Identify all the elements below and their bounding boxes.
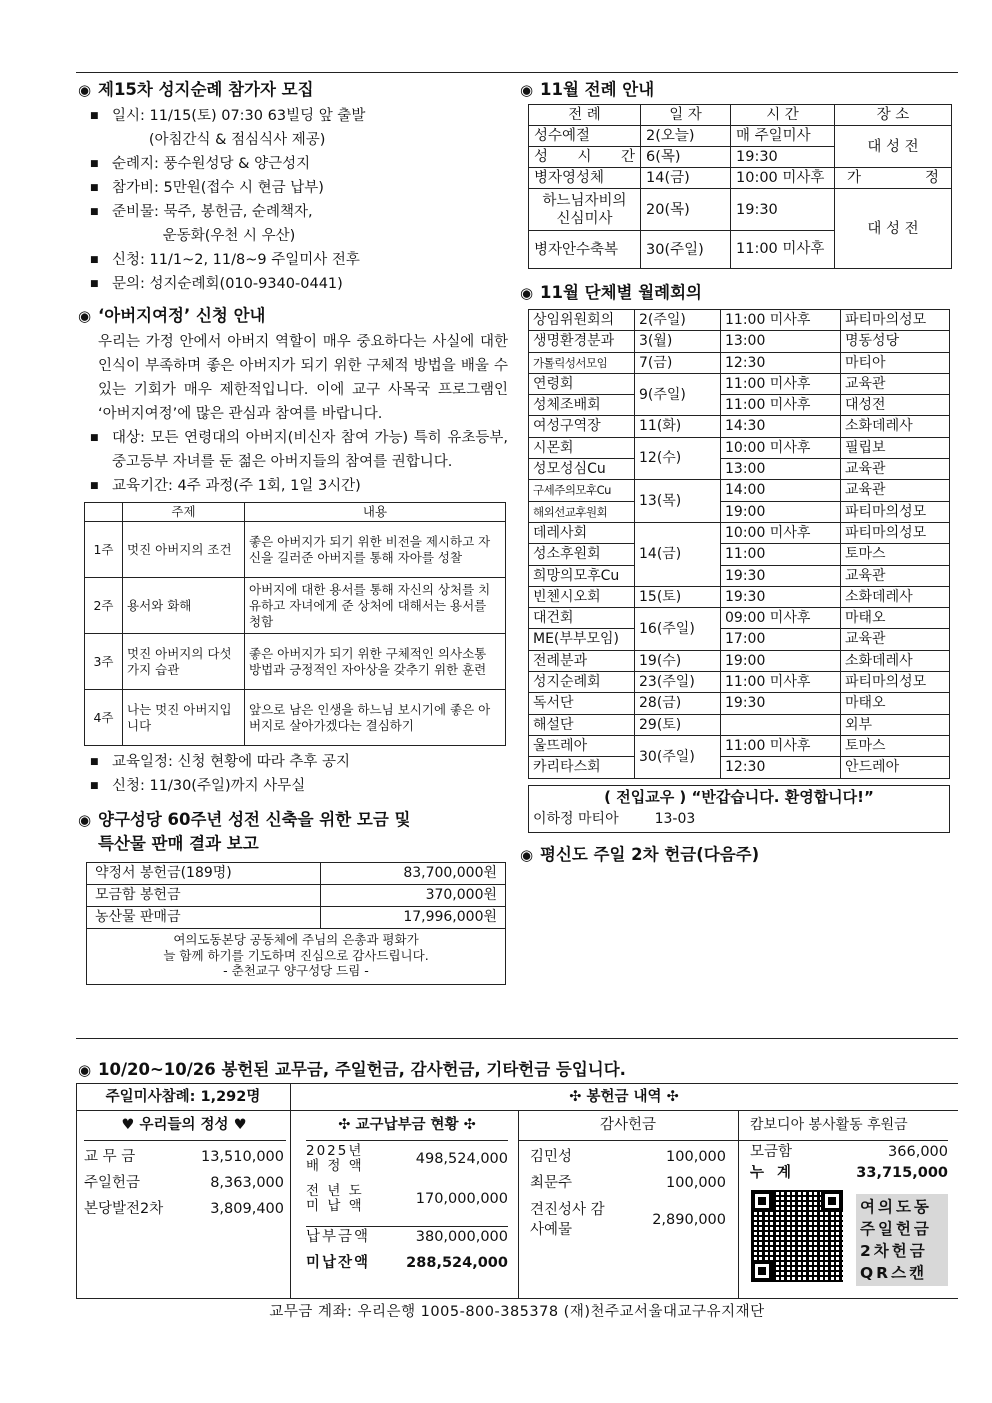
top-rule bbox=[76, 72, 958, 73]
meeting-place: 토마스 bbox=[841, 544, 950, 565]
square-bullet-icon: ■ bbox=[90, 481, 99, 491]
meeting-place: 대성전 bbox=[841, 395, 950, 416]
list-item: ■ 문의: 성지순례회(010-9340-0441) bbox=[78, 272, 508, 296]
our-offerings bbox=[84, 1114, 284, 1222]
circle-bullet-icon: ◉ bbox=[78, 811, 92, 829]
list-item: 김민성 100,000 bbox=[530, 1149, 726, 1165]
meeting-group: 빈첸시오회 bbox=[529, 586, 635, 607]
table-row bbox=[87, 929, 506, 985]
meeting-group: 카리타스회 bbox=[529, 757, 635, 778]
meeting-time: 19:00 bbox=[721, 650, 841, 671]
meeting-time: 14:30 bbox=[721, 416, 841, 437]
meeting-group: 희망의모후Cu bbox=[529, 565, 635, 586]
list-item: ■ 준비물: 묵주, 봉헌금, 순례책자, bbox=[78, 200, 508, 224]
qr-caption: 여의도동 주일헌금 2차헌금 QR스캔 bbox=[856, 1194, 948, 1286]
meeting-place: 교육관 bbox=[841, 373, 950, 394]
meeting-date: 28(금) bbox=[635, 693, 721, 714]
meeting-time: 19:30 bbox=[721, 586, 841, 607]
circle-bullet-icon: ◉ bbox=[520, 845, 534, 864]
list-item: 주일헌금 8,363,000 bbox=[84, 1175, 284, 1191]
meeting-date: 11(화) bbox=[635, 416, 721, 437]
meeting-group: ME(부부모임) bbox=[529, 629, 635, 650]
table-header: 일 자 bbox=[641, 105, 731, 126]
diocese-payment bbox=[306, 1114, 508, 1276]
list-item: 전 년 도 미 납 액 170,000,000 bbox=[306, 1183, 508, 1214]
meeting-time: 19:30 bbox=[721, 565, 841, 586]
meeting-date: 15(토) bbox=[635, 586, 721, 607]
meeting-place: 소화데레사 bbox=[841, 586, 950, 607]
table-row: 모금함 봉헌금 370,000원 bbox=[87, 885, 506, 907]
fundraising-section-title: ◉ 양구성당 60주년 성전 신축을 위한 모금 및 특산물 판매 결과 보고 bbox=[78, 810, 411, 853]
meeting-place: 토마스 bbox=[841, 735, 950, 756]
meeting-group: 성소후원회 bbox=[529, 544, 635, 565]
meeting-time: 13:00 bbox=[721, 331, 841, 352]
list-item: 2025년 배 정 액 498,524,000 bbox=[306, 1143, 508, 1174]
meeting-group: 시몬회 bbox=[529, 437, 635, 458]
meeting-date: 2(주일) bbox=[635, 310, 721, 331]
meeting-place: 외부 bbox=[841, 714, 950, 735]
fundraising-table bbox=[86, 862, 506, 985]
second-collection-title: ◉ 평신도 주일 2차 헌금(다음주) bbox=[520, 843, 952, 867]
father-section-title: ◉ ‘아버지여정’ 신청 안내 bbox=[78, 304, 508, 328]
table-row: 3주 멋진 아버지의 다섯가지 습관 좋은 아버지가 되기 위한 구체적인 의사소통 방법과 긍정적인 자아상을 갖추기 위한 훈련 bbox=[85, 634, 506, 690]
list-item: ■ 신청: 11/1~2, 11/8~9 주일미사 전후 bbox=[78, 248, 508, 272]
circle-bullet-icon: ◉ bbox=[520, 81, 534, 99]
meeting-time: 11:00 미사후 bbox=[721, 395, 841, 416]
meeting-time: 09:00 미사후 bbox=[721, 608, 841, 629]
circle-bullet-icon: ◉ bbox=[520, 284, 534, 302]
meeting-time: 10:00 미사후 bbox=[721, 437, 841, 458]
table-row bbox=[529, 352, 950, 373]
liturgy-section-title: ◉ 11월 전례 안내 bbox=[520, 78, 952, 102]
meeting-time: 11:00 미사후 bbox=[721, 735, 841, 756]
welcome-member: 이하정 마티아 13-03 bbox=[533, 810, 696, 827]
meeting-date: 14(금) bbox=[635, 522, 721, 586]
meeting-time: 12:30 bbox=[721, 352, 841, 373]
meeting-time: 13:00 bbox=[721, 459, 841, 480]
table-row: 하느님자비의 신심미사 20(목) 19:30 대 성 전 bbox=[529, 189, 952, 231]
meetings-table bbox=[528, 309, 950, 779]
list-item: 견진성사 감사예물 2,890,000 bbox=[530, 1202, 726, 1238]
circle-bullet-icon: ◉ bbox=[78, 81, 92, 99]
table-row bbox=[529, 629, 950, 650]
meeting-group: 울뜨레아 bbox=[529, 735, 635, 756]
table-row bbox=[529, 608, 950, 629]
meeting-place: 교육관 bbox=[841, 629, 950, 650]
meeting-time: 11:00 미사후 bbox=[721, 310, 841, 331]
circle-bullet-icon: ◉ bbox=[78, 307, 92, 325]
table-header: 주제 bbox=[123, 503, 245, 522]
table-row: 2주 용서와 화해 아버지에 대한 용서를 통해 자신의 상처를 치유하고 자녀에게 준 상처에 대해서는 용서를 청함 bbox=[85, 578, 506, 634]
diocese-payment-title: ✣ 교구납부금 현황 ✣ bbox=[338, 1117, 476, 1133]
list-item: 운동화(우천 시 우산) bbox=[112, 228, 296, 244]
table-row bbox=[529, 714, 950, 735]
square-bullet-icon: ■ bbox=[90, 781, 99, 791]
meeting-date: 30(주일) bbox=[635, 735, 721, 778]
table-row: 성 시 간 6(목) 19:30 bbox=[529, 147, 952, 168]
offering-details-title: ✣ 봉헌금 내역 ✣ bbox=[569, 1089, 679, 1105]
list-item: ■ 신청: 11/30(주일)까지 사무실 bbox=[78, 774, 508, 798]
meeting-group: 연령회 bbox=[529, 373, 635, 394]
table-row: 1주 멋진 아버지의 조건 좋은 아버지가 되기 위한 비전을 제시하고 자신을 길러준 아버지를 통해 자아를 성찰 bbox=[85, 522, 506, 578]
table-row: 약정서 봉헌금(189명) 83,700,000원 bbox=[87, 863, 506, 885]
table-row bbox=[529, 459, 950, 480]
circle-bullet-icon: ◉ bbox=[78, 1061, 92, 1079]
table-row bbox=[529, 672, 950, 693]
liturgy-table bbox=[528, 104, 952, 269]
list-item: 누 계 33,715,000 bbox=[750, 1165, 948, 1181]
meeting-date: 12(수) bbox=[635, 437, 721, 480]
table-row bbox=[529, 565, 950, 586]
meeting-date: 3(월) bbox=[635, 331, 721, 352]
offering-section-title: ◉ 10/20~10/26 봉헌된 교무금, 주일헌금, 감사헌금, 기타헌금 등입니다. bbox=[78, 1058, 626, 1082]
meeting-group: 성지순례회 bbox=[529, 672, 635, 693]
table-header: 내용 bbox=[245, 503, 506, 522]
list-item: ■ 참가비: 5만원(접수 시 현금 납부) bbox=[78, 176, 508, 200]
square-bullet-icon: ■ bbox=[90, 279, 99, 289]
meeting-date: 9(주일) bbox=[635, 373, 721, 416]
attendance-count: 주일미사참례: 1,292명 bbox=[105, 1089, 261, 1105]
square-bullet-icon: ■ bbox=[90, 207, 99, 217]
meeting-group: 성모성심Cu bbox=[529, 459, 635, 480]
meeting-place: 마태오 bbox=[841, 693, 950, 714]
meeting-place: 교육관 bbox=[841, 459, 950, 480]
left-column bbox=[78, 78, 508, 985]
meeting-group: 전례분과 bbox=[529, 650, 635, 671]
list-item: 미납잔액 288,524,000 bbox=[306, 1255, 508, 1271]
welcome-heading: ( 전입교우 ) “반갑습니다. 환영합니다!” bbox=[604, 787, 874, 806]
meeting-place: 교육관 bbox=[841, 565, 950, 586]
meeting-date: 16(주일) bbox=[635, 608, 721, 651]
table-row: 병자안수축복 30(주일) 11:00 미사후 bbox=[529, 231, 952, 269]
table-row bbox=[529, 501, 950, 522]
meeting-place: 파티마의성모 bbox=[841, 672, 950, 693]
meeting-place: 필립보 bbox=[841, 437, 950, 458]
square-bullet-icon: ■ bbox=[90, 183, 99, 193]
table-row: 4주 나는 멋진 아버지입니다 앞으로 남은 인생을 하느님 보시기에 좋은 아버지로 살아가겠다는 결심하기 bbox=[85, 690, 506, 746]
list-item: ■ 교육기간: 4주 과정(주 1회, 1일 3시간) bbox=[78, 474, 508, 498]
table-row bbox=[529, 437, 950, 458]
meeting-group: 대건회 bbox=[529, 608, 635, 629]
meeting-place: 소화데레사 bbox=[841, 650, 950, 671]
list-item: 모금함 366,000 bbox=[750, 1144, 948, 1160]
fundraising-thanks: 여의도동본당 공동체에 주님의 은총과 평화가 늘 함께 하기를 기도하며 진심으로 감사드립니다. - 춘천교구 양구성당 드림 - bbox=[87, 929, 506, 985]
meeting-date: 19(수) bbox=[635, 650, 721, 671]
list-item: ■ 교육일정: 신청 현황에 따라 추후 공지 bbox=[78, 750, 508, 774]
cambodia-title: 캄보디아 봉사활동 후원금 bbox=[750, 1117, 908, 1133]
meeting-place: 마태오 bbox=[841, 608, 950, 629]
square-bullet-icon: ■ bbox=[90, 159, 99, 169]
meeting-time bbox=[721, 714, 841, 735]
table-row bbox=[529, 693, 950, 714]
meeting-group: 데레사회 bbox=[529, 522, 635, 543]
list-item: ■ 대상: 모든 연령대의 아버지(비신자 참여 가능) 특히 유초등부, 중고등부 자녀를 둔 젊은 아버지들의 참여를 권합니다. bbox=[78, 426, 508, 474]
table-row bbox=[529, 480, 950, 501]
meeting-date: 23(주일) bbox=[635, 672, 721, 693]
list-item: ■ 일시: 11/15(토) 07:30 63빌딩 앞 출발 bbox=[78, 104, 508, 128]
list-item: (아침간식 & 점심식사 제공) bbox=[112, 132, 326, 148]
table-header: 전 례 bbox=[529, 105, 641, 126]
welcome-box bbox=[528, 785, 950, 833]
pilgrimage-section-title: ◉ 제15차 성지순례 참가자 모집 bbox=[78, 78, 508, 102]
meeting-place: 명동성당 bbox=[841, 331, 950, 352]
thanks-offerings bbox=[530, 1114, 726, 1240]
meeting-time: 17:00 bbox=[721, 629, 841, 650]
table-row: 성수예절 2(오늘) 매 주일미사 대 성 전 bbox=[529, 126, 952, 147]
middle-rule bbox=[76, 1038, 958, 1039]
table-row bbox=[529, 757, 950, 778]
meeting-group: 해외선교후원회 bbox=[529, 501, 635, 522]
meeting-time: 14:00 bbox=[721, 480, 841, 501]
square-bullet-icon: ■ bbox=[90, 433, 99, 443]
square-bullet-icon: ■ bbox=[90, 255, 99, 265]
meeting-place: 마티아 bbox=[841, 352, 950, 373]
account-info: 교무금 계좌: 우리은행 1005-800-385378 (재)천주교서울대교구유지재단 bbox=[269, 1304, 765, 1320]
list-item: 납부금액 380,000,000 bbox=[306, 1229, 508, 1245]
table-row bbox=[529, 522, 950, 543]
meetings-section-title: ◉ 11월 단체별 월례회의 bbox=[520, 281, 952, 305]
meeting-date: 7(금) bbox=[635, 352, 721, 373]
meeting-group: 상임위원회의 bbox=[529, 310, 635, 331]
table-row bbox=[529, 544, 950, 565]
qr-code-icon[interactable] bbox=[751, 1190, 843, 1282]
table-row bbox=[529, 331, 950, 352]
father-course-table bbox=[84, 502, 506, 746]
meeting-place: 파티마의성모 bbox=[841, 522, 950, 543]
table-row: 농산물 판매금 17,996,000원 bbox=[87, 907, 506, 929]
square-bullet-icon: ■ bbox=[90, 757, 99, 767]
meeting-group: 여성구역장 bbox=[529, 416, 635, 437]
thanks-title: 감사헌금 bbox=[599, 1117, 657, 1133]
square-bullet-icon: ■ bbox=[90, 111, 99, 121]
cambodia-support bbox=[750, 1114, 948, 1184]
meeting-time: 19:00 bbox=[721, 501, 841, 522]
meeting-place: 안드레아 bbox=[841, 757, 950, 778]
meeting-time: 11:00 미사후 bbox=[721, 373, 841, 394]
table-row bbox=[529, 416, 950, 437]
meeting-group: 생명환경분과 bbox=[529, 331, 635, 352]
table-row bbox=[529, 395, 950, 416]
our-offerings-title: ♥ 우리들의 정성 ♥ bbox=[121, 1117, 247, 1133]
meeting-time: 11:00 bbox=[721, 544, 841, 565]
meeting-time: 11:00 미사후 bbox=[721, 672, 841, 693]
table-row bbox=[529, 310, 950, 331]
meeting-place: 교육관 bbox=[841, 480, 950, 501]
meeting-place: 소화데레사 bbox=[841, 416, 950, 437]
pilgrimage-list bbox=[78, 104, 508, 296]
right-column bbox=[520, 78, 952, 867]
meeting-place: 파티마의성모 bbox=[841, 501, 950, 522]
table-row bbox=[529, 586, 950, 607]
list-item: 본당발전2차 3,809,400 bbox=[84, 1201, 284, 1217]
table-header: 시 간 bbox=[731, 105, 835, 126]
list-item: 최문주 100,000 bbox=[530, 1175, 726, 1191]
father-intro: 우리는 가정 안에서 아버지 역할이 매우 중요하다는 사실에 대한 인식이 부족하며 좋은 아버지가 되기 위한 구체적 방법을 배울 수 있는 기회가 매우 제한적입니다. 이에 교구 사목국 프로그램인 ‘아버지여정’에 많은 관심과 참여를 바랍니다. bbox=[98, 334, 508, 422]
meeting-group: 독서단 bbox=[529, 693, 635, 714]
meeting-group: 가톨릭성서모임 bbox=[529, 352, 635, 373]
table-row bbox=[529, 650, 950, 671]
table-row: 병자영성체 14(금) 10:00 미사후 가 정 bbox=[529, 168, 952, 189]
meeting-group: 구세주의모후Cu bbox=[529, 480, 635, 501]
meeting-time: 19:30 bbox=[721, 693, 841, 714]
meeting-date: 29(토) bbox=[635, 714, 721, 735]
table-row bbox=[529, 735, 950, 756]
table-header: 장 소 bbox=[835, 105, 952, 126]
list-item: ■ 순례지: 풍수원성당 & 양근성지 bbox=[78, 152, 508, 176]
table-header bbox=[85, 503, 123, 522]
list-item: 교 무 금 13,510,000 bbox=[84, 1149, 284, 1165]
meeting-time: 12:30 bbox=[721, 757, 841, 778]
table-row bbox=[529, 373, 950, 394]
meeting-group: 성체조배회 bbox=[529, 395, 635, 416]
meeting-time: 10:00 미사후 bbox=[721, 522, 841, 543]
meeting-group: 해설단 bbox=[529, 714, 635, 735]
meeting-place: 파티마의성모 bbox=[841, 310, 950, 331]
meeting-date: 13(목) bbox=[635, 480, 721, 523]
